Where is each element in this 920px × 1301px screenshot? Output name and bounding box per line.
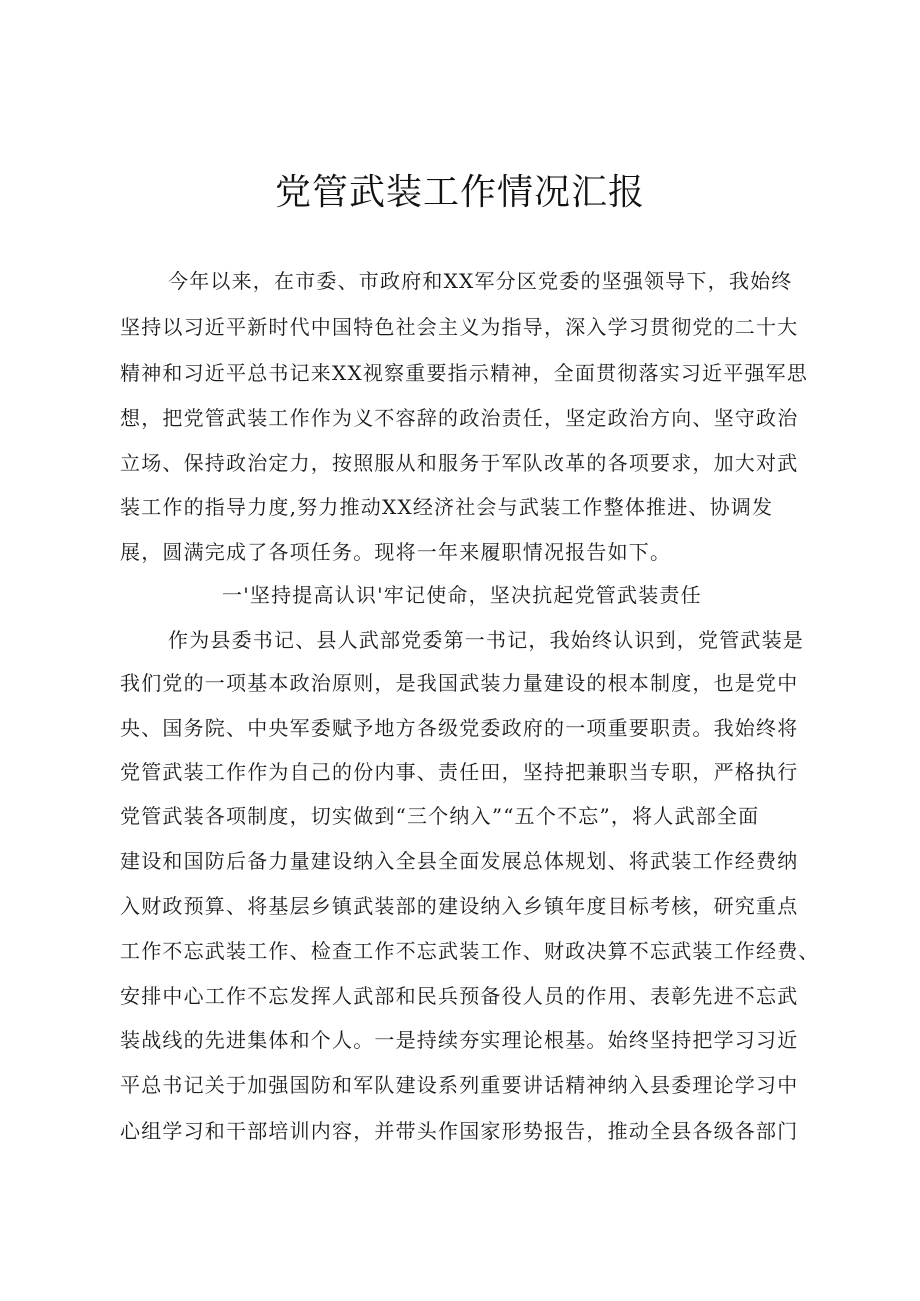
paragraph-1-line-6: 装工作的指导力度,努力推动XX经济社会与武装工作整体推进、协调发 <box>120 495 774 519</box>
paragraph-1-line-1: 今年以来，在市委、市政府和XX军分区党委的坚强领导下，我始终 <box>168 269 793 293</box>
paragraph-2-line-6: 建设和国防后备力量建设纳入全县全面发展总体规划、将武装工作经费纳 <box>120 849 799 873</box>
paragraph-2-line-8: 工作不忘武装工作、检查工作不忘武装工作、财政决算不忘武装工作经费、 <box>120 939 820 963</box>
paragraph-2-line-1: 作为县委书记、县人武部党委第一书记，我始终认识到，党管武装是 <box>168 628 804 652</box>
paragraph-2-line-12: 心组学习和干部培训内容，并带头作国家形势报告，推动全县各级各部门 <box>120 1119 799 1143</box>
paragraph-1-line-3: 精神和习近平总书记来XX视察重要指示精神，全面贯彻落实习近平强军思 <box>120 361 809 385</box>
document-title: 党管武装工作情况汇报 <box>274 172 645 213</box>
paragraph-2-line-4: 党管武装工作作为自己的份内事、责任田，坚持把兼职当专职，严格执行 <box>120 760 799 784</box>
paragraph-2-line-5: 党管武装各项制度，切实做到“三个纳入”“五个不忘”，将人武部全面 <box>120 804 760 828</box>
paragraph-1-line-2: 坚持以习近平新时代中国特色社会主义为指导，深入学习贯彻党的二十大 <box>120 315 799 339</box>
paragraph-2-line-11: 平总书记关于加强国防和军队建设系列重要讲话精神纳入县委理论学习中 <box>120 1073 799 1097</box>
paragraph-1-line-5: 立场、保持政治定力，按照服从和服务于军队改革的各项要求，加大对武 <box>120 451 799 475</box>
paragraph-2-line-10: 装战线的先进集体和个人。一是持续夯实理论根基。始终坚持把学习习近 <box>120 1028 799 1052</box>
paragraph-2-line-2: 我们党的一项基本政治原则，是我国武装力量建设的根本制度，也是党中 <box>120 671 799 695</box>
paragraph-2-line-3: 央、国务院、中央军委赋予地方各级党委政府的一项重要职责。我始终将 <box>120 716 799 740</box>
paragraph-1-line-7: 展，圆满完成了各项任务。现将一年来履职情况报告如下。 <box>120 540 672 564</box>
section-heading: 一'坚持提高认识'牢记使命，坚决抗起党管武装责任 <box>222 583 702 607</box>
paragraph-1-line-4: 想，把党管武装工作作为义不容辞的政治责任，坚定政治方向、坚守政治 <box>120 406 799 430</box>
paragraph-2-line-7: 入财政预算、将基层乡镇武装部的建设纳入乡镇年度目标考核，研究重点 <box>120 894 799 918</box>
paragraph-2-line-9: 安排中心工作不忘发挥人武部和民兵预备役人员的作用、表彰先进不忘武 <box>120 984 799 1008</box>
